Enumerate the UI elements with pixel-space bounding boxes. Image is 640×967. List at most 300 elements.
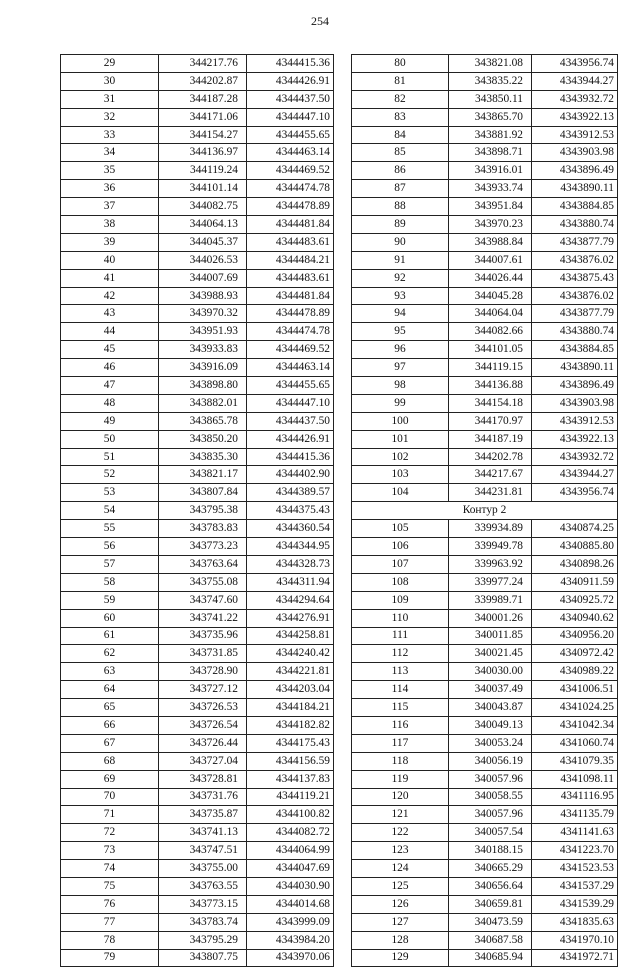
- y-coordinate-cell: 4340940.62: [532, 609, 618, 627]
- point-number-cell: 50: [61, 430, 159, 448]
- point-number-cell: 70: [61, 788, 159, 806]
- x-coordinate-cell: 343755.08: [159, 573, 247, 591]
- x-coordinate-cell: 343795.29: [159, 931, 247, 949]
- table-row: [352, 591, 618, 609]
- x-coordinate-cell: 344026.44: [449, 269, 532, 287]
- x-coordinate-cell: 340056.19: [449, 752, 532, 770]
- point-number-cell: 41: [61, 269, 159, 287]
- point-number-cell: 128: [352, 931, 449, 949]
- y-coordinate-cell: 4344311.94: [247, 573, 334, 591]
- table-row: [352, 842, 618, 860]
- point-number-cell: 31: [61, 90, 159, 108]
- point-number-cell: 62: [61, 645, 159, 663]
- y-coordinate-cell: 4344184.21: [247, 699, 334, 717]
- x-coordinate-cell: 343731.85: [159, 645, 247, 663]
- x-coordinate-cell: 340188.15: [449, 842, 532, 860]
- x-coordinate-cell: 344082.75: [159, 198, 247, 216]
- y-coordinate-cell: 4343912.53: [532, 412, 618, 430]
- point-number-cell: 65: [61, 699, 159, 717]
- y-coordinate-cell: 4341539.29: [532, 895, 618, 913]
- point-number-cell: 29: [61, 55, 159, 73]
- point-number-cell: 45: [61, 341, 159, 359]
- x-coordinate-cell: 340665.29: [449, 860, 532, 878]
- y-coordinate-cell: 4344455.65: [247, 377, 334, 395]
- point-number-cell: 59: [61, 591, 159, 609]
- x-coordinate-cell: 343882.01: [159, 394, 247, 412]
- x-coordinate-cell: 343951.84: [449, 198, 532, 216]
- point-number-cell: 68: [61, 752, 159, 770]
- point-number-cell: 96: [352, 341, 449, 359]
- point-number-cell: 122: [352, 824, 449, 842]
- point-number-cell: 84: [352, 126, 449, 144]
- x-coordinate-cell: 340011.85: [449, 627, 532, 645]
- y-coordinate-cell: 4343884.85: [532, 198, 618, 216]
- x-coordinate-cell: 344026.53: [159, 251, 247, 269]
- y-coordinate-cell: 4344203.04: [247, 681, 334, 699]
- x-coordinate-cell: 343731.76: [159, 788, 247, 806]
- table-row: [61, 520, 334, 538]
- table-row: [352, 752, 618, 770]
- point-number-cell: 121: [352, 806, 449, 824]
- point-number-cell: 97: [352, 359, 449, 377]
- table-row: [352, 180, 618, 198]
- x-coordinate-cell: 340058.55: [449, 788, 532, 806]
- y-coordinate-cell: 4344182.82: [247, 716, 334, 734]
- x-coordinate-cell: 344064.04: [449, 305, 532, 323]
- point-number-cell: 44: [61, 323, 159, 341]
- point-number-cell: 117: [352, 734, 449, 752]
- table-row: [352, 484, 618, 502]
- coordinates-table-right: [351, 54, 618, 967]
- y-coordinate-cell: 4343944.27: [532, 72, 618, 90]
- y-coordinate-cell: 4340956.20: [532, 627, 618, 645]
- table-row: [61, 484, 334, 502]
- y-coordinate-cell: 4343880.74: [532, 323, 618, 341]
- table-row: [352, 162, 618, 180]
- table-row: [352, 251, 618, 269]
- y-coordinate-cell: 4341042.34: [532, 716, 618, 734]
- table-row: [61, 716, 334, 734]
- y-coordinate-cell: 4340972.42: [532, 645, 618, 663]
- table-row: [61, 770, 334, 788]
- table-row: [352, 126, 618, 144]
- y-coordinate-cell: 4343877.79: [532, 305, 618, 323]
- table-row: [352, 913, 618, 931]
- y-coordinate-cell: 4343903.98: [532, 394, 618, 412]
- table-row: [61, 681, 334, 699]
- y-coordinate-cell: 4344082.72: [247, 824, 334, 842]
- x-coordinate-cell: 343747.60: [159, 591, 247, 609]
- y-coordinate-cell: 4344030.90: [247, 877, 334, 895]
- x-coordinate-cell: 340057.96: [449, 770, 532, 788]
- point-number-cell: 77: [61, 913, 159, 931]
- x-coordinate-cell: 344136.97: [159, 144, 247, 162]
- table-row: [61, 55, 334, 73]
- point-number-cell: 73: [61, 842, 159, 860]
- point-number-cell: 100: [352, 412, 449, 430]
- x-coordinate-cell: 343821.08: [449, 55, 532, 73]
- point-number-cell: 60: [61, 609, 159, 627]
- table-row: [352, 555, 618, 573]
- point-number-cell: 112: [352, 645, 449, 663]
- point-number-cell: 79: [61, 949, 159, 967]
- point-number-cell: 110: [352, 609, 449, 627]
- y-coordinate-cell: 4343876.02: [532, 287, 618, 305]
- y-coordinate-cell: 4344478.89: [247, 198, 334, 216]
- x-coordinate-cell: 343735.87: [159, 806, 247, 824]
- y-coordinate-cell: 4340925.72: [532, 591, 618, 609]
- table-row: [61, 180, 334, 198]
- y-coordinate-cell: 4343903.98: [532, 144, 618, 162]
- x-coordinate-cell: 343783.74: [159, 913, 247, 931]
- table-row: [61, 198, 334, 216]
- y-coordinate-cell: 4341098.11: [532, 770, 618, 788]
- point-number-cell: 83: [352, 108, 449, 126]
- x-coordinate-cell: 339949.78: [449, 538, 532, 556]
- table-row: [352, 573, 618, 591]
- y-coordinate-cell: 4344344.95: [247, 538, 334, 556]
- x-coordinate-cell: 343970.32: [159, 305, 247, 323]
- point-number-cell: 92: [352, 269, 449, 287]
- x-coordinate-cell: 343773.23: [159, 538, 247, 556]
- table-row: [352, 520, 618, 538]
- x-coordinate-cell: 343728.90: [159, 663, 247, 681]
- y-coordinate-cell: 4344014.68: [247, 895, 334, 913]
- y-coordinate-cell: 4344483.61: [247, 233, 334, 251]
- point-number-cell: 61: [61, 627, 159, 645]
- y-coordinate-cell: 4344328.73: [247, 555, 334, 573]
- y-coordinate-cell: 4344478.89: [247, 305, 334, 323]
- table-row: [352, 72, 618, 90]
- table-row: [352, 198, 618, 216]
- x-coordinate-cell: 343795.38: [159, 502, 247, 520]
- x-coordinate-cell: 344136.88: [449, 377, 532, 395]
- y-coordinate-cell: 4344402.90: [247, 466, 334, 484]
- table-row: [352, 824, 618, 842]
- table-row: [61, 860, 334, 878]
- x-coordinate-cell: 339977.24: [449, 573, 532, 591]
- point-number-cell: 129: [352, 949, 449, 967]
- x-coordinate-cell: 340057.96: [449, 806, 532, 824]
- point-number-cell: 57: [61, 555, 159, 573]
- y-coordinate-cell: 4344389.57: [247, 484, 334, 502]
- x-coordinate-cell: 343933.74: [449, 180, 532, 198]
- point-number-cell: 102: [352, 448, 449, 466]
- y-coordinate-cell: 4344483.61: [247, 269, 334, 287]
- x-coordinate-cell: 343850.20: [159, 430, 247, 448]
- point-number-cell: 125: [352, 877, 449, 895]
- point-number-cell: 48: [61, 394, 159, 412]
- point-number-cell: 78: [61, 931, 159, 949]
- x-coordinate-cell: 343727.12: [159, 681, 247, 699]
- table-row: [61, 734, 334, 752]
- point-number-cell: 85: [352, 144, 449, 162]
- x-coordinate-cell: 343783.83: [159, 520, 247, 538]
- point-number-cell: 34: [61, 144, 159, 162]
- y-coordinate-cell: 4344463.14: [247, 359, 334, 377]
- y-coordinate-cell: 4344447.10: [247, 108, 334, 126]
- point-number-cell: 115: [352, 699, 449, 717]
- y-coordinate-cell: 4344119.21: [247, 788, 334, 806]
- y-coordinate-cell: 4341537.29: [532, 877, 618, 895]
- table-row: [352, 394, 618, 412]
- table-row: [352, 323, 618, 341]
- table-row: [352, 645, 618, 663]
- table-row: [61, 663, 334, 681]
- table-row: [61, 824, 334, 842]
- table-row: [61, 699, 334, 717]
- point-number-cell: 52: [61, 466, 159, 484]
- point-number-cell: 43: [61, 305, 159, 323]
- x-coordinate-cell: 339934.89: [449, 520, 532, 538]
- point-number-cell: 118: [352, 752, 449, 770]
- y-coordinate-cell: 4344047.69: [247, 860, 334, 878]
- table-row: [61, 430, 334, 448]
- table-row: [352, 430, 618, 448]
- point-number-cell: 119: [352, 770, 449, 788]
- table-row: [352, 663, 618, 681]
- table-row: [61, 233, 334, 251]
- y-coordinate-cell: 4343922.13: [532, 430, 618, 448]
- point-number-cell: 81: [352, 72, 449, 90]
- y-coordinate-cell: 4341523.53: [532, 860, 618, 878]
- y-coordinate-cell: 4341223.70: [532, 842, 618, 860]
- x-coordinate-cell: 343807.84: [159, 484, 247, 502]
- y-coordinate-cell: 4341972.71: [532, 949, 618, 967]
- x-coordinate-cell: 343865.78: [159, 412, 247, 430]
- table-row: [61, 323, 334, 341]
- y-coordinate-cell: 4343932.72: [532, 90, 618, 108]
- table-row: [61, 341, 334, 359]
- point-number-cell: 90: [352, 233, 449, 251]
- y-coordinate-cell: 4343896.49: [532, 377, 618, 395]
- table-row: [61, 394, 334, 412]
- x-coordinate-cell: 343807.75: [159, 949, 247, 967]
- x-coordinate-cell: 344101.14: [159, 180, 247, 198]
- x-coordinate-cell: 343741.13: [159, 824, 247, 842]
- table-row: [352, 466, 618, 484]
- x-coordinate-cell: 343735.96: [159, 627, 247, 645]
- y-coordinate-cell: 4344474.78: [247, 323, 334, 341]
- point-number-cell: 87: [352, 180, 449, 198]
- y-coordinate-cell: 4343970.06: [247, 949, 334, 967]
- y-coordinate-cell: 4341835.63: [532, 913, 618, 931]
- x-coordinate-cell: 340057.54: [449, 824, 532, 842]
- point-number-cell: 51: [61, 448, 159, 466]
- table-row: [61, 645, 334, 663]
- y-coordinate-cell: 4340989.22: [532, 663, 618, 681]
- contour-label: Контур 2: [352, 502, 618, 520]
- point-number-cell: 88: [352, 198, 449, 216]
- table-row: [61, 72, 334, 90]
- table-row: [352, 806, 618, 824]
- table-row: [352, 538, 618, 556]
- table-row: [61, 555, 334, 573]
- point-number-cell: 111: [352, 627, 449, 645]
- y-coordinate-cell: 4344175.43: [247, 734, 334, 752]
- point-number-cell: 54: [61, 502, 159, 520]
- point-number-cell: 89: [352, 216, 449, 234]
- y-coordinate-cell: 4344375.43: [247, 502, 334, 520]
- x-coordinate-cell: 343970.23: [449, 216, 532, 234]
- y-coordinate-cell: 4343932.72: [532, 448, 618, 466]
- y-coordinate-cell: 4343877.79: [532, 233, 618, 251]
- point-number-cell: 80: [352, 55, 449, 73]
- point-number-cell: 37: [61, 198, 159, 216]
- table-row: [352, 931, 618, 949]
- y-coordinate-cell: 4344294.64: [247, 591, 334, 609]
- y-coordinate-cell: 4343912.53: [532, 126, 618, 144]
- x-coordinate-cell: 343916.09: [159, 359, 247, 377]
- x-coordinate-cell: 344187.28: [159, 90, 247, 108]
- point-number-cell: 64: [61, 681, 159, 699]
- point-number-cell: 76: [61, 895, 159, 913]
- table-row: [61, 788, 334, 806]
- x-coordinate-cell: 343988.93: [159, 287, 247, 305]
- x-coordinate-cell: 343726.53: [159, 699, 247, 717]
- x-coordinate-cell: 340687.58: [449, 931, 532, 949]
- point-number-cell: 72: [61, 824, 159, 842]
- table-row: [352, 788, 618, 806]
- y-coordinate-cell: 4344360.54: [247, 520, 334, 538]
- point-number-cell: 95: [352, 323, 449, 341]
- point-number-cell: 32: [61, 108, 159, 126]
- x-coordinate-cell: 343728.81: [159, 770, 247, 788]
- table-row: [352, 949, 618, 967]
- y-coordinate-cell: 4344474.78: [247, 180, 334, 198]
- point-number-cell: 86: [352, 162, 449, 180]
- y-coordinate-cell: 4341116.95: [532, 788, 618, 806]
- x-coordinate-cell: 344119.15: [449, 359, 532, 377]
- y-coordinate-cell: 4344447.10: [247, 394, 334, 412]
- point-number-cell: 69: [61, 770, 159, 788]
- table-row: [61, 251, 334, 269]
- y-coordinate-cell: 4341135.79: [532, 806, 618, 824]
- y-coordinate-cell: 4341060.74: [532, 734, 618, 752]
- y-coordinate-cell: 4343944.27: [532, 466, 618, 484]
- x-coordinate-cell: 343726.54: [159, 716, 247, 734]
- x-coordinate-cell: 340030.00: [449, 663, 532, 681]
- point-number-cell: 108: [352, 573, 449, 591]
- point-number-cell: 120: [352, 788, 449, 806]
- x-coordinate-cell: 343916.01: [449, 162, 532, 180]
- y-coordinate-cell: 4343880.74: [532, 216, 618, 234]
- x-coordinate-cell: 343763.64: [159, 555, 247, 573]
- y-coordinate-cell: 4343876.02: [532, 251, 618, 269]
- x-coordinate-cell: 343881.92: [449, 126, 532, 144]
- y-coordinate-cell: 4343922.13: [532, 108, 618, 126]
- x-coordinate-cell: 344045.28: [449, 287, 532, 305]
- point-number-cell: 38: [61, 216, 159, 234]
- table-row: [61, 287, 334, 305]
- y-coordinate-cell: 4344437.50: [247, 90, 334, 108]
- table-row: [352, 233, 618, 251]
- table-row: [352, 287, 618, 305]
- y-coordinate-cell: 4341141.63: [532, 824, 618, 842]
- point-number-cell: 71: [61, 806, 159, 824]
- table-row: [61, 90, 334, 108]
- table-row: [61, 448, 334, 466]
- x-coordinate-cell: 344101.05: [449, 341, 532, 359]
- y-coordinate-cell: 4343875.43: [532, 269, 618, 287]
- y-coordinate-cell: 4343984.20: [247, 931, 334, 949]
- table-row: [61, 269, 334, 287]
- point-number-cell: 116: [352, 716, 449, 734]
- table-row: [352, 359, 618, 377]
- table-row: [61, 895, 334, 913]
- x-coordinate-cell: 340053.24: [449, 734, 532, 752]
- y-coordinate-cell: 4344156.59: [247, 752, 334, 770]
- y-coordinate-cell: 4340911.59: [532, 573, 618, 591]
- point-number-cell: 91: [352, 251, 449, 269]
- y-coordinate-cell: 4343890.11: [532, 359, 618, 377]
- table-row: [61, 162, 334, 180]
- x-coordinate-cell: 343865.70: [449, 108, 532, 126]
- x-coordinate-cell: 344217.67: [449, 466, 532, 484]
- y-coordinate-cell: 4344240.42: [247, 645, 334, 663]
- point-number-cell: 66: [61, 716, 159, 734]
- x-coordinate-cell: 344007.69: [159, 269, 247, 287]
- table-row: [352, 216, 618, 234]
- table-row: [352, 860, 618, 878]
- x-coordinate-cell: 343835.30: [159, 448, 247, 466]
- table-row: [61, 573, 334, 591]
- table-row: [352, 55, 618, 73]
- x-coordinate-cell: 343773.15: [159, 895, 247, 913]
- point-number-cell: 103: [352, 466, 449, 484]
- point-number-cell: 49: [61, 412, 159, 430]
- y-coordinate-cell: 4344481.84: [247, 216, 334, 234]
- table-row: [61, 108, 334, 126]
- table-row: [61, 949, 334, 967]
- table-row: [61, 216, 334, 234]
- table-row: [61, 412, 334, 430]
- point-number-cell: 67: [61, 734, 159, 752]
- x-coordinate-cell: 343741.22: [159, 609, 247, 627]
- point-number-cell: 101: [352, 430, 449, 448]
- x-coordinate-cell: 344064.13: [159, 216, 247, 234]
- table-row: [352, 90, 618, 108]
- x-coordinate-cell: 344202.78: [449, 448, 532, 466]
- table-row: [352, 681, 618, 699]
- table-row: [61, 377, 334, 395]
- x-coordinate-cell: 343988.84: [449, 233, 532, 251]
- table-row: [352, 144, 618, 162]
- x-coordinate-cell: 343755.00: [159, 860, 247, 878]
- x-coordinate-cell: 343727.04: [159, 752, 247, 770]
- table-row: [352, 269, 618, 287]
- table-row: [61, 627, 334, 645]
- point-number-cell: 33: [61, 126, 159, 144]
- table-row: [352, 341, 618, 359]
- point-number-cell: 58: [61, 573, 159, 591]
- point-number-cell: 99: [352, 394, 449, 412]
- y-coordinate-cell: 4340885.80: [532, 538, 618, 556]
- table-row: [61, 538, 334, 556]
- table-row: [352, 305, 618, 323]
- x-coordinate-cell: 344154.27: [159, 126, 247, 144]
- x-coordinate-cell: 343951.93: [159, 323, 247, 341]
- y-coordinate-cell: 4344221.81: [247, 663, 334, 681]
- point-number-cell: 74: [61, 860, 159, 878]
- y-coordinate-cell: 4341970.10: [532, 931, 618, 949]
- point-number-cell: 35: [61, 162, 159, 180]
- x-coordinate-cell: 340659.81: [449, 895, 532, 913]
- y-coordinate-cell: 4344463.14: [247, 144, 334, 162]
- x-coordinate-cell: 340021.45: [449, 645, 532, 663]
- y-coordinate-cell: 4341024.25: [532, 699, 618, 717]
- y-coordinate-cell: 4344064.99: [247, 842, 334, 860]
